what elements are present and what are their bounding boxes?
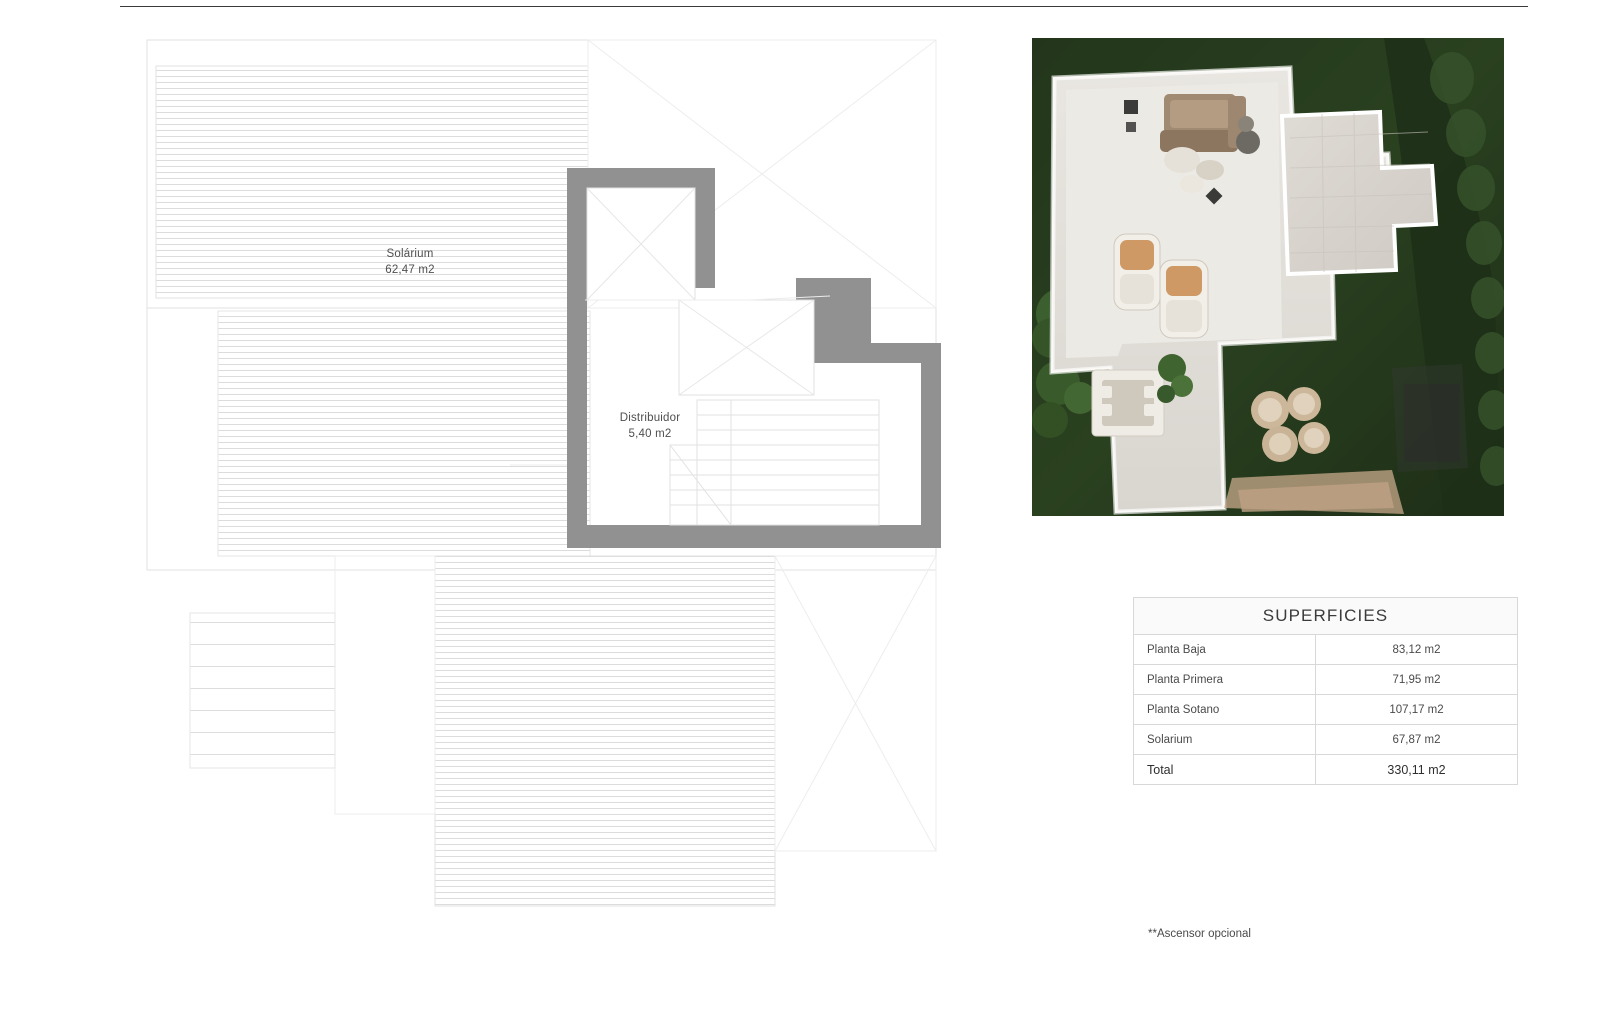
room-label-solarium	[330, 246, 490, 278]
row-value: 83,12 m2	[1392, 643, 1441, 656]
row-value-total: 330,11 m2	[1387, 762, 1446, 777]
room-label-distribuidor	[570, 410, 730, 442]
row-value: 67,87 m2	[1392, 733, 1441, 746]
row-value: 71,95 m2	[1392, 673, 1441, 686]
row-label: Solarium	[1134, 725, 1316, 754]
surfaces-title-text: SUPERFICIES	[1262, 606, 1389, 625]
footnote: **Ascensor opcional	[1148, 928, 1251, 940]
room-area-solarium: 62,47 m2	[385, 264, 435, 276]
row-label: Planta Baja	[1134, 635, 1316, 664]
table-row	[1134, 725, 1517, 755]
room-area-distribuidor: 5,40 m2	[628, 428, 672, 440]
surfaces-table-title	[1134, 598, 1517, 635]
row-value: 107,17 m2	[1389, 703, 1444, 716]
aerial-render-photo	[1032, 38, 1504, 516]
surfaces-table	[1133, 597, 1518, 785]
solarium-decking-mid	[218, 311, 590, 556]
row-label: Planta Primera	[1134, 665, 1316, 694]
interior-box	[679, 300, 814, 395]
row-label: Planta Sotano	[1134, 695, 1316, 724]
room-name-solarium: Solárium	[386, 248, 434, 260]
table-row	[1134, 695, 1517, 725]
solarium-decking-lower	[190, 556, 775, 906]
table-row-total	[1134, 755, 1517, 785]
lift-shaft	[587, 188, 695, 300]
room-name-distribuidor: Distribuidor	[619, 412, 681, 424]
roof-panel-lower-right	[775, 556, 936, 851]
floor-plan-drawing	[130, 28, 970, 928]
top-divider	[120, 6, 1528, 7]
row-label-total: Total	[1134, 755, 1316, 784]
table-row	[1134, 665, 1517, 695]
table-row	[1134, 635, 1517, 665]
